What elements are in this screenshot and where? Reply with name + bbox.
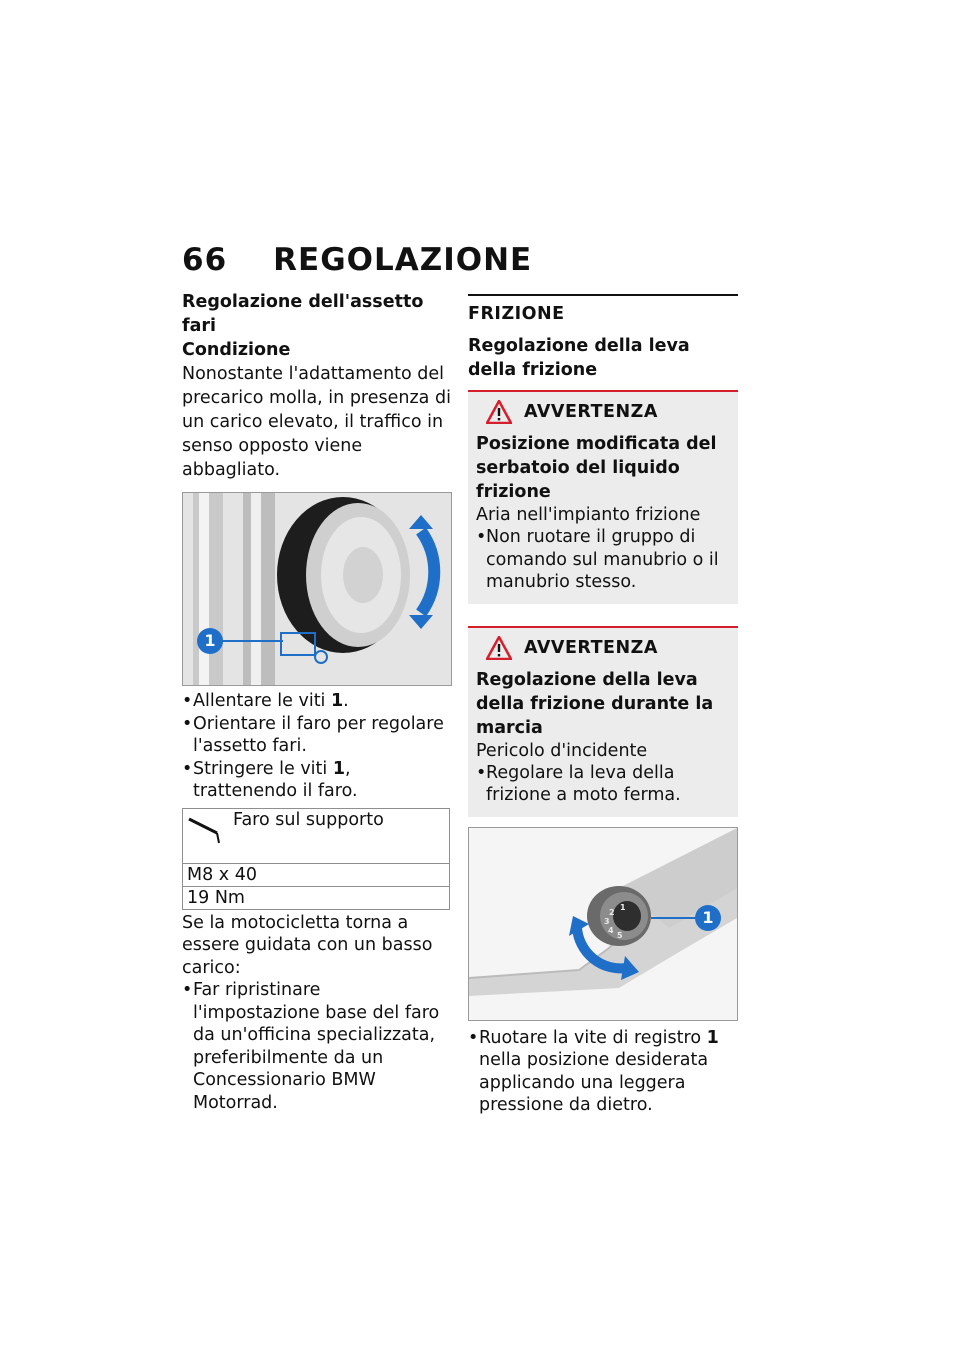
callout-number: 1 (204, 631, 216, 650)
spec-torque: 19 Nm (183, 886, 450, 909)
note-text: Se la motocicletta torna a essere guidata con un basso carico: (182, 912, 433, 978)
warning-title: AVVERTENZA (524, 637, 658, 658)
chapter-title: REGOLAZIONE (273, 242, 533, 278)
right-column (468, 290, 738, 1117)
left-column (182, 290, 452, 1114)
warning-cause: Aria nell'impianto frizione (476, 505, 701, 525)
clutch-steps (468, 1027, 738, 1117)
callout-number: 1 (702, 907, 714, 927)
warning-title: AVVERTENZA (524, 402, 658, 422)
headlight-illustration (183, 493, 451, 685)
warning-cause: Pericolo d'incidente (476, 740, 648, 761)
dial-mark-2: 2 (609, 907, 615, 917)
step-rotate-screw: • Ruotare la vite di registro 1 nella posizione desiderata applicando una leggera pressione da dietro. (468, 1027, 738, 1117)
callout-1 (197, 628, 223, 654)
torque-spec-table (182, 808, 450, 910)
note-step: • Far ripristinare l'impostazione base del faro da un'officina specializzata, preferibilmente da un Concessionario BMW Motorrad. (182, 979, 452, 1114)
warning-triangle-icon (486, 400, 512, 424)
spec-label: Faro sul supporto (233, 809, 384, 830)
adjust-steps (182, 690, 452, 803)
warning-heading: Regolazione della leva della frizione durante la marcia (476, 669, 714, 738)
warning-heading: Posizione modificata del serbatoio del liquido frizione (476, 434, 717, 502)
dial-mark-5: 5 (617, 930, 623, 940)
step-loosen: • Allentare le viti 1. (182, 690, 452, 713)
condition-text: Nonostante l'adattamento del precarico molla, in presenza di un carico elevato, il traffico in senso opposto viene abbagliato. (182, 364, 451, 480)
dial-mark-1: 1 (620, 902, 626, 912)
note-steps (182, 979, 452, 1114)
warning-item: • Regolare la leva della frizione a moto ferma. (476, 762, 730, 807)
section-title: FRIZIONE (468, 304, 565, 324)
warning-box-1 (468, 390, 738, 604)
step-tighten: • Stringere le viti 1, trattenendo il faro. (182, 758, 452, 803)
warning-items (476, 762, 730, 807)
warning-triangle-icon (486, 636, 512, 660)
warning-item: • Non ruotare il gruppo di comando sul manubrio o il manubrio stesso. (476, 526, 730, 594)
page-header (182, 242, 532, 278)
clutch-lever-figure (468, 827, 738, 1021)
condition-heading: Condizione (182, 340, 291, 360)
headlight-adjust-heading: Regolazione dell'assetto fari (182, 292, 424, 336)
dial-mark-4: 4 (608, 925, 614, 935)
warning-box-2 (468, 626, 738, 817)
torque-wrench-icon (187, 815, 227, 845)
step-orient: • Orientare il faro per regolare l'assetto fari. (182, 713, 452, 758)
callout-1 (695, 905, 721, 931)
page-number: 66 (182, 242, 228, 278)
spec-size: M8 x 40 (183, 863, 450, 886)
section-divider (468, 294, 738, 296)
clutch-lever-subtitle: Regolazione della leva della frizione (468, 336, 690, 380)
headlight-figure (182, 492, 452, 686)
warning-items (476, 526, 730, 594)
dial-mark-3: 3 (604, 916, 610, 926)
